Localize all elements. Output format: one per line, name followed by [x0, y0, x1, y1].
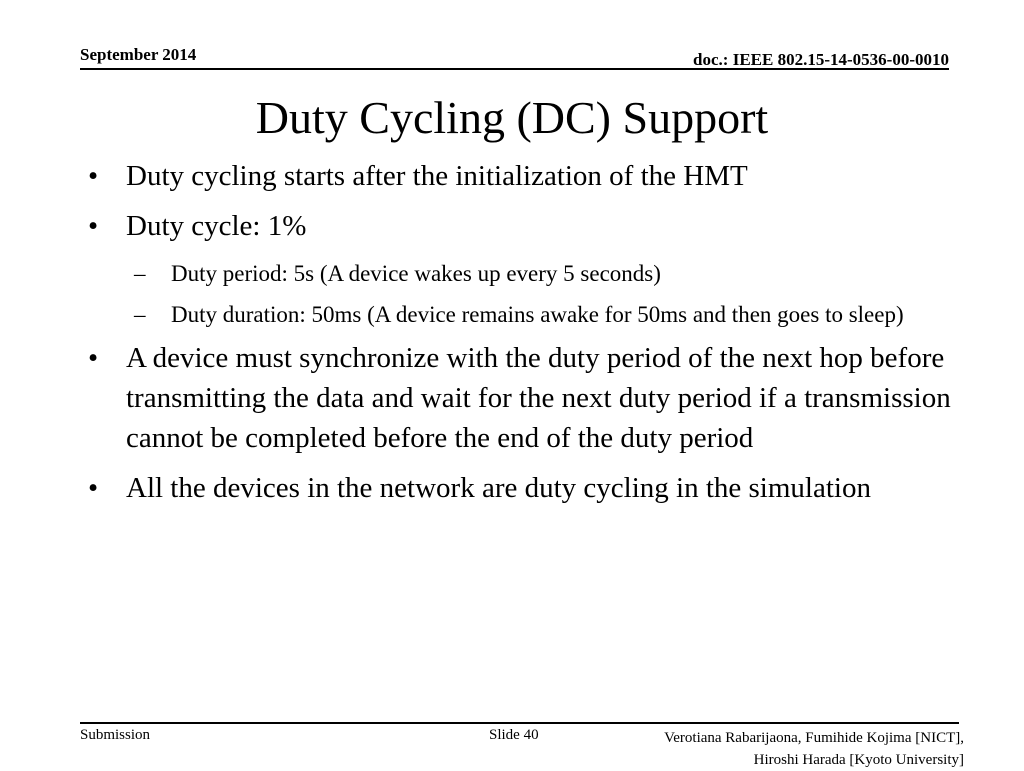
bullet-item	[86, 206, 966, 246]
bullet-text: Duty cycling starts after the initialization of the HMT	[126, 160, 748, 192]
sub-bullet-text: Duty duration: 50ms (A device remains awake for 50ms and then goes to sleep)	[171, 302, 904, 327]
footer-submission: Submission	[80, 727, 151, 743]
slide-title: Duty Cycling (DC) Support	[255, 92, 769, 143]
bullet-item	[86, 338, 966, 458]
footer-authors-line1: Verotiana Rabarijaona, Fumihide Kojima [NICT],	[664, 730, 964, 746]
dash-marker: –	[134, 261, 146, 286]
footer-slide-number: Slide 40	[489, 727, 539, 743]
bullet-item	[86, 468, 966, 508]
bullet-marker: •	[88, 210, 99, 242]
dash-marker: –	[134, 302, 146, 327]
bullet-item	[86, 156, 966, 196]
header-doc-id: doc.: IEEE 802.15-14-0536-00-0010	[693, 50, 949, 69]
bullet-text: A device must synchronize with the duty period of the next hop before transmitting the data and wait for the next duty period if a transmission cannot be completed before the end of the duty period	[126, 342, 951, 454]
bullet-text: All the devices in the network are duty cycling in the simulation	[126, 472, 871, 504]
bullet-marker: •	[88, 472, 99, 504]
footer-authors	[664, 727, 964, 771]
bullet-marker: •	[88, 342, 99, 374]
header-divider	[80, 68, 949, 70]
footer-authors-line2: Hiroshi Harada [Kyoto University]	[753, 752, 964, 768]
bullet-text: Duty cycle: 1%	[126, 210, 307, 242]
header-date: September 2014	[80, 45, 197, 64]
slide-body	[86, 156, 966, 518]
sub-bullet-item	[86, 297, 966, 332]
footer-divider	[80, 722, 959, 724]
bullet-marker: •	[88, 160, 99, 192]
sub-bullet-text: Duty period: 5s (A device wakes up every 5 seconds)	[171, 261, 661, 286]
sub-bullet-item	[86, 256, 966, 291]
